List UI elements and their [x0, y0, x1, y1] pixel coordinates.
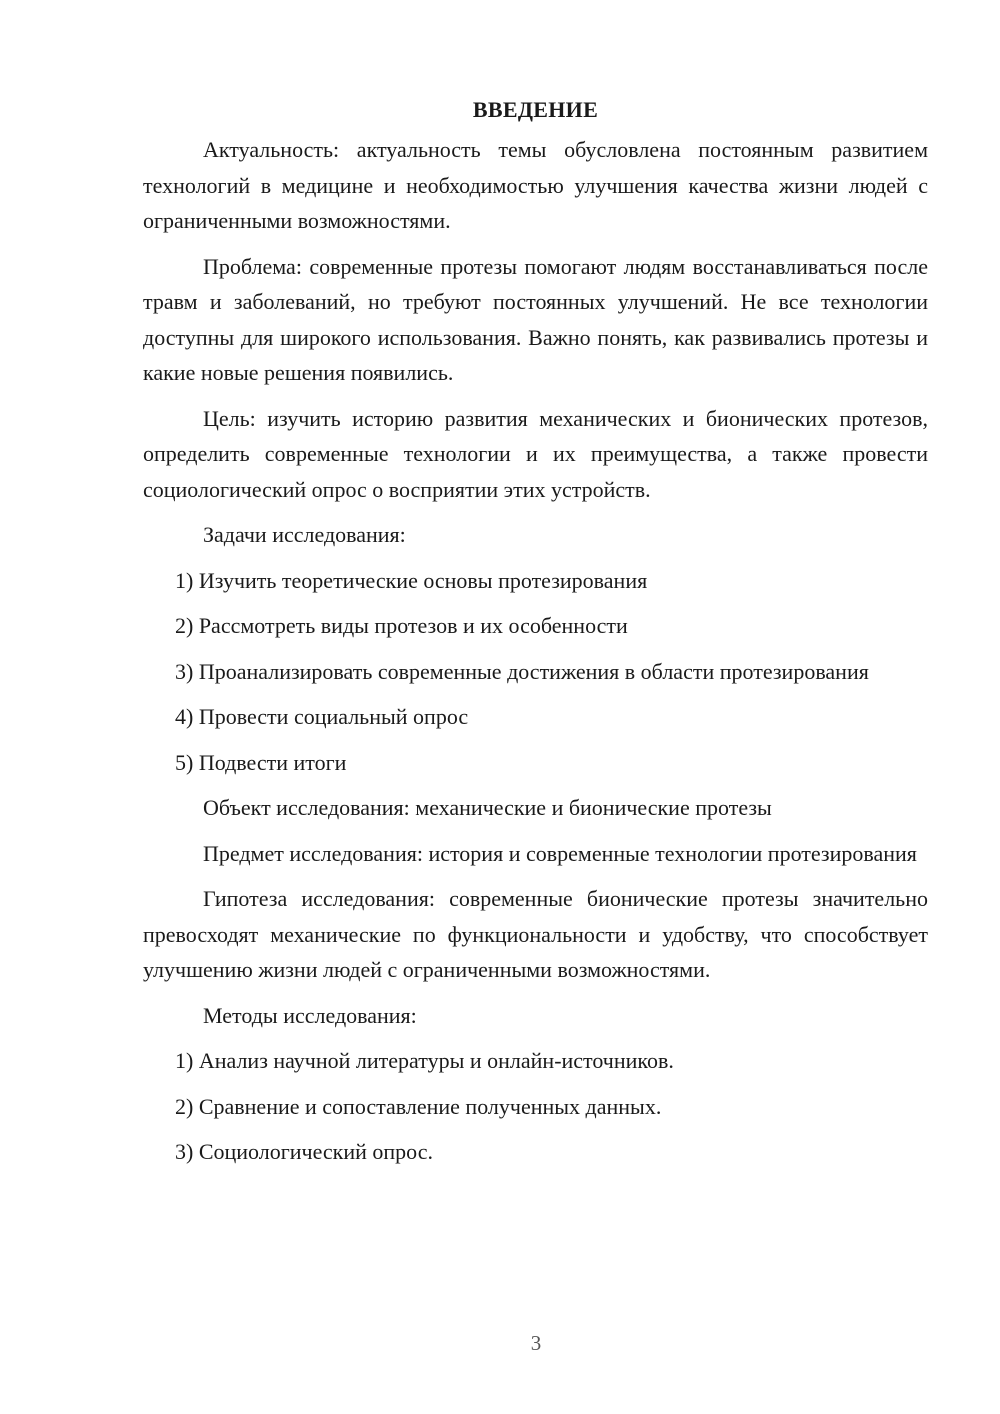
list-item-method-3: 3) Социологический опрос.	[175, 1139, 433, 1164]
paragraph-object: Объект исследования: механические и бионические протезы	[203, 795, 772, 820]
list-item-task-4: 4) Провести социальный опрос	[175, 704, 469, 729]
section-title: ВВЕДЕНИЕ	[472, 97, 599, 122]
page-content	[143, 92, 928, 1180]
paragraph-problem: Проблема: современные протезы помогают людям восстанавливаться после травм и заболеваний, но требуют постоянных улучшений. Не все технологии доступны для широкого использования. Важно понять, как развивались протезы и какие новые решения появились.	[143, 253, 928, 385]
paragraph-hypothesis: Гипотеза исследования: современные бионические протезы значительно превосходят механические по функциональности и удобству, что способствует улучшению жизни людей с ограниченными возможностями.	[143, 886, 928, 982]
list-item-task-5: 5) Подвести итоги	[175, 749, 347, 775]
paragraph-goal: Цель: изучить историю развития механических и бионических протезов, определить современные технологии и их преимущества, а также провести социологический опрос о восприятии этих устройств.	[143, 405, 928, 502]
list-item-task-3: 3) Проанализировать современные достижения в области протезирования	[175, 658, 869, 684]
list-item-task-1: 1) Изучить теоретические основы протезирования	[175, 567, 648, 593]
page-number: 3	[530, 1331, 542, 1355]
paragraph-subject: Предмет исследования: история и современные технологии протезирования	[203, 840, 917, 866]
list-item-method-2: 2) Сравнение и сопоставление полученных данных.	[175, 1093, 662, 1119]
list-item-task-2: 2) Рассмотреть виды протезов и их особенности	[175, 613, 628, 638]
paragraph-methods-heading: Методы исследования:	[203, 1002, 417, 1028]
paragraph-relevance: Актуальность: актуальность темы обусловлена постоянным развитием технологий в медицине и необходимостью улучшения качества жизни людей с ограниченными возможностями.	[143, 137, 928, 233]
list-item-method-1: 1) Анализ научной литературы и онлайн-источников.	[175, 1048, 674, 1073]
paragraph-tasks-heading: Задачи исследования:	[203, 522, 406, 547]
